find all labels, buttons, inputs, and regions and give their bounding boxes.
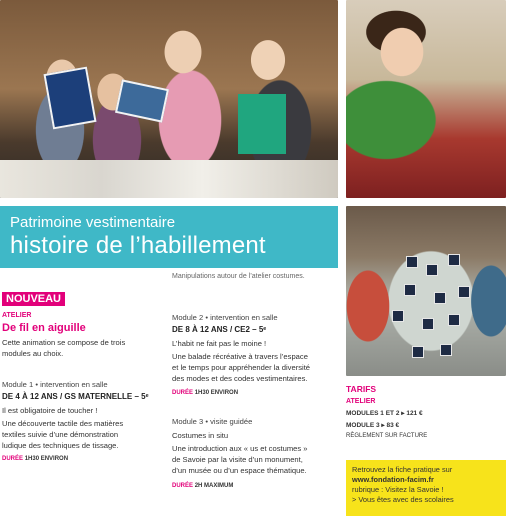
module1-header: Module 1 • intervention en salle xyxy=(2,380,108,389)
photo-card-green xyxy=(238,94,286,154)
module2-line: et le temps pour appréhender la diversité xyxy=(172,363,311,372)
duration-label: DURÉE xyxy=(2,456,24,462)
module2-age: DE 8 À 12 ANS / CE2 – 5ᵉ xyxy=(172,325,267,334)
tarifs-note: RÈGLEMENT SUR FACTURE xyxy=(346,433,428,439)
photo-tile xyxy=(422,318,434,330)
module3-tagline: Costumes in situ xyxy=(172,431,229,440)
photo-card-picture xyxy=(115,79,169,122)
module2-line: Une balade récréative à travers l’espace xyxy=(172,352,308,361)
photo-card-blue xyxy=(43,67,96,130)
atelier-desc-line1: Cette animation se compose de trois xyxy=(2,338,126,347)
photo-tile xyxy=(448,314,460,326)
photo-tile xyxy=(458,286,470,298)
atelier-label: ATELIER xyxy=(2,312,32,319)
photo-tile xyxy=(440,344,452,356)
module2-text xyxy=(172,351,338,384)
banner-title: histoire de l’habillement xyxy=(10,232,266,259)
photo-tile xyxy=(406,256,418,268)
photo-tile xyxy=(404,284,416,296)
photo-table-papers xyxy=(0,160,338,198)
module3-line: de Savoie par la visite d’un monument, xyxy=(172,455,303,464)
module1-duration xyxy=(2,456,68,462)
module1-line: textiles suivie d’une démonstration xyxy=(2,430,119,439)
info-box xyxy=(346,460,506,516)
tarifs-line-module3: MODULE 3 ▸ 83 € xyxy=(346,422,400,429)
module3-header: Module 3 • visite guidée xyxy=(172,417,253,426)
photo-tile xyxy=(434,292,446,304)
photo-tile xyxy=(392,310,404,322)
module1-text xyxy=(2,418,164,451)
tarifs-box xyxy=(346,384,506,454)
module1-tagline: Il est obligatoire de toucher ! xyxy=(2,406,98,415)
banner-subtitle: Patrimoine vestimentaire xyxy=(10,214,176,231)
photo-tile xyxy=(448,254,460,266)
module1-line: ludique des techniques de tissage. xyxy=(2,441,119,450)
photo-child-fabric xyxy=(346,0,506,198)
photo-tile xyxy=(426,264,438,276)
module2-tagline: L’habit ne fait pas le moine ! xyxy=(172,339,267,348)
module2-duration xyxy=(172,390,238,396)
photo-children-cards xyxy=(0,0,338,198)
tarifs-line-modules12: MODULES 1 ET 2 ▸ 121 € xyxy=(346,410,423,417)
new-badge: NOUVEAU xyxy=(2,292,65,306)
module1-line: Une découverte tactile des matières xyxy=(2,419,124,428)
duration-label: DURÉE xyxy=(172,483,194,489)
duration-label: DURÉE xyxy=(172,390,194,396)
tarifs-atelier-label: ATELIER xyxy=(346,398,376,405)
atelier-title: De fil en aiguille xyxy=(2,322,86,334)
module3-line: Une introduction aux « us et costumes » xyxy=(172,444,308,453)
duration-value: 1H30 ENVIRON xyxy=(194,390,239,396)
module2-header: Module 2 • intervention en salle xyxy=(172,313,278,322)
atelier-desc-line2: modules au choix. xyxy=(2,349,64,358)
module3-line: d’un musée ou d’un espace thématique. xyxy=(172,466,307,475)
duration-value: 1H30 ENVIRON xyxy=(24,456,69,462)
photo-tile xyxy=(412,346,424,358)
info-line4: > Vous êtes avec des scolaires xyxy=(352,495,454,504)
info-line3: rubrique : Visitez la Savoie ! xyxy=(352,485,444,494)
photo-caption: Manipulations autour de l’atelier costumes. xyxy=(172,273,305,280)
photo-group-table xyxy=(346,206,506,376)
website-link[interactable]: www.fondation-facim.fr xyxy=(352,475,434,484)
module1-age: DE 4 À 12 ANS / GS MATERNELLE – 5ᵉ xyxy=(2,392,149,401)
duration-value: 2H MAXIMUM xyxy=(194,483,234,489)
module3-duration xyxy=(172,483,233,489)
section-banner xyxy=(0,206,338,268)
tarifs-title: TARIFS xyxy=(346,384,377,394)
module3-text xyxy=(172,443,338,476)
info-line1: Retrouvez la fiche pratique sur xyxy=(352,465,453,474)
module2-line: des modes et des codes vestimentaires. xyxy=(172,374,308,383)
